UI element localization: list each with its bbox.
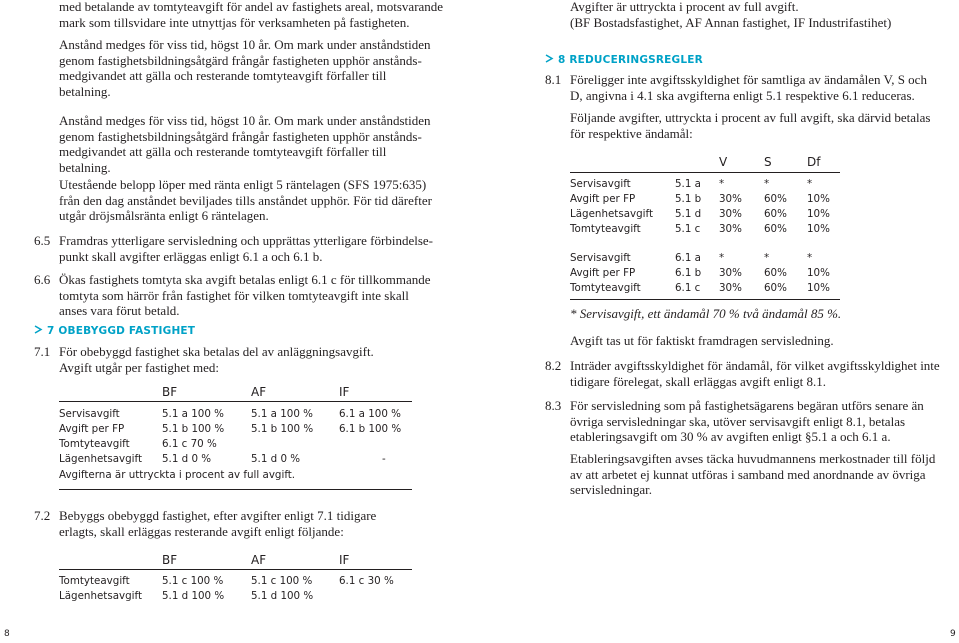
table-cell: 6.1 c 30 %	[339, 575, 394, 587]
table-cell: *	[764, 178, 770, 190]
table-cell: 5.1 a	[675, 178, 701, 190]
section-8-1-detail: Följande avgifter, uttryckta i procent av full avgift, ska därvid betalas för respektive ändamål:	[570, 110, 931, 141]
table-cell: 5.1 d 100 %	[162, 590, 225, 602]
table-cell: 10%	[807, 193, 830, 205]
table-cell: 60%	[764, 223, 787, 235]
row-label: Servisavgift	[570, 178, 631, 190]
column-header: AF	[251, 385, 267, 399]
section-6-5: Framdras ytterligare servisledning och upprättas ytterligare förbindelse- punkt skall avgifter erläggas enligt 6.1 a och 6.1 b.	[59, 233, 433, 264]
table-cell: 10%	[807, 208, 830, 220]
section-number: 7.2	[34, 508, 51, 523]
table-cell: 30%	[719, 193, 742, 205]
column-header: IF	[339, 553, 350, 567]
section-number: 6.5	[34, 233, 51, 248]
column-header: S	[764, 155, 772, 169]
table-rule	[59, 489, 412, 490]
row-label: Servisavgift	[570, 252, 631, 264]
table-cell: 5.1 b 100 %	[251, 423, 314, 435]
column-header: V	[719, 155, 728, 169]
table-cell: 60%	[764, 282, 787, 294]
column-header: Df	[807, 155, 821, 169]
table-rule	[570, 299, 840, 300]
row-label: Tomtyteavgift	[570, 282, 641, 294]
row-label: Tomtyteavgift	[59, 438, 130, 450]
table-cell: 10%	[807, 282, 830, 294]
table-cell: 6.1 b	[675, 267, 702, 279]
page-number: 8	[4, 629, 10, 639]
table-cell: *	[807, 178, 813, 190]
section-number: 6.6	[34, 272, 51, 287]
section-7-2: Bebyggs obebyggd fastighet, efter avgifter enligt 7.1 tidigare erlagts, skall erläggas resterande avgift enligt följande:	[59, 508, 377, 539]
section-8-3: För servisledning som på fastighetsägarens begäran utförs senare än övriga servisledningar ska, utöver servisavgift enligt 8.1, betalas etableringsavgift om 30 % av avgiften enligt §5.1 a och 6.1 a.	[570, 398, 924, 444]
table-cell: 5.1 c 100 %	[251, 575, 313, 587]
row-label: Avgift per FP	[59, 423, 125, 435]
section-8-2: Inträder avgiftsskyldighet för ändamål, för vilket avgiftsskyldighet inte tidigare förelegat, skall erläggas avgift enligt 8.1.	[570, 358, 940, 389]
table-cell: 30%	[719, 267, 742, 279]
row-label: Lägenhetsavgift	[570, 208, 653, 220]
interest-paragraph: Utestående belopp löper med ränta enligt 5 räntelagen (SFS 1975:635) från den dag anståndet beviljades tills anståndet upphör. För tid därefter utgår dröjsmålsränta enligt 6 räntelagen.	[59, 177, 432, 223]
table-note: Avgifterna är uttryckta i procent av full avgift.	[59, 469, 296, 481]
table-cell: 5.1 a 100 %	[162, 408, 224, 420]
table-cell: *	[807, 252, 813, 264]
column-header: IF	[339, 385, 350, 399]
row-label: Tomtyteavgift	[570, 223, 641, 235]
deferral-paragraph-1: Anstånd medges för viss tid, högst 10 år. Om mark under anståndstiden genom fastighetsbildningsåtgärd frångår fastigheten upphör anstånds- medgivandet att gälla och resterande tomtyteavgift förfaller till betalning.	[59, 37, 431, 99]
table-cell: 6.1 a	[675, 252, 701, 264]
table-cell: 5.1 d 0 %	[162, 453, 212, 465]
row-label: Lägenhetsavgift	[59, 590, 142, 602]
table-cell: -	[382, 453, 386, 465]
section-number: 8.2	[545, 358, 562, 373]
row-label: Servisavgift	[59, 408, 120, 420]
section-number: 8.1	[545, 72, 562, 87]
table-cell: *	[719, 178, 725, 190]
row-label: Tomtyteavgift	[59, 575, 130, 587]
section-6-6: Ökas fastighets tomtyta ska avgift betalas enligt 6.1 c för tillkommande tomtyta som härrör från fastighet för vilken tomtyteavgift inte skall anses vara förut betald.	[59, 272, 431, 318]
table-cell: 10%	[807, 223, 830, 235]
table-cell: 5.1 d 100 %	[251, 590, 314, 602]
arrow-icon	[34, 324, 43, 340]
table-cell: 60%	[764, 193, 787, 205]
intro-paragraph: med betalande av tomtyteavgift för andel av fastighets areal, motsvarande mark som tillsvidare inte utnyttjas för verksamheten på fastigheten.	[59, 0, 444, 30]
table-cell: 30%	[719, 282, 742, 294]
page-number: 9	[950, 629, 956, 639]
table-cell: 5.1 d 0 %	[251, 453, 301, 465]
column-header: BF	[162, 553, 178, 567]
row-label: Avgift per FP	[570, 193, 636, 205]
table-cell: *	[764, 252, 770, 264]
section-8-1: Föreligger inte avgiftsskyldighet för samtliga av ändamålen V, S och D, angivna i 4.1 ska avgifterna enligt 5.1 respektive 6.1 reduceras.	[570, 72, 927, 103]
table-rule	[59, 569, 412, 570]
table-cell: 5.1 b	[675, 193, 702, 205]
table-cell: 6.1 c 70 %	[162, 438, 217, 450]
arrow-icon	[545, 53, 554, 69]
heading-section-7: 7 OBEBYGGD FASTIGHET	[34, 324, 195, 340]
table-cell: 6.1 a 100 %	[339, 408, 401, 420]
column-header: AF	[251, 553, 267, 567]
column-header: BF	[162, 385, 178, 399]
table-cell: 5.1 d	[675, 208, 702, 220]
table-cell: 60%	[764, 267, 787, 279]
table-cell: 30%	[719, 208, 742, 220]
table-cell: 10%	[807, 267, 830, 279]
table-cell: 5.1 c 100 %	[162, 575, 224, 587]
table-cell: 60%	[764, 208, 787, 220]
table-rule	[570, 172, 840, 173]
section-number: 8.3	[545, 398, 562, 413]
table-cell: 30%	[719, 223, 742, 235]
table-cell: 5.1 a 100 %	[251, 408, 313, 420]
establishment-fee-paragraph: Etableringsavgiften avses täcka huvudmannens merkostnader till följd av att arbetet ej kunnat utföras i samband med anordnande av övriga servisledningar.	[570, 451, 936, 497]
section-number: 7.1	[34, 344, 51, 359]
heading-section-8: 8 REDUCERINGSREGLER	[545, 53, 703, 69]
table-cell: *	[719, 252, 725, 264]
deferral-paragraph-2: Anstånd medges för viss tid, högst 10 år. Om mark under anståndstiden genom fastighetsbildningsåtgärd frångår fastigheten upphör anstånds- medgivandet att gälla och resterande tomtyteavgift förfaller till betalning.	[59, 113, 431, 175]
row-label: Lägenhetsavgift	[59, 453, 142, 465]
section-7-1: För obebyggd fastighet ska betalas del av anläggningsavgift. Avgift utgår per fastighet med:	[59, 344, 374, 375]
table-cell: 6.1 c	[675, 282, 701, 294]
table-footnote: * Servisavgift, ett ändamål 70 % två ändamål 85 %.	[570, 306, 842, 321]
row-label: Avgift per FP	[570, 267, 636, 279]
actual-service-note: Avgift tas ut för faktiskt framdragen servisledning.	[570, 333, 834, 348]
table-cell: 5.1 c	[675, 223, 701, 235]
intro-paragraph: Avgifter är uttryckta i procent av full avgift. (BF Bostadsfastighet, AF Annan fastighet, IF Industrifastihet)	[570, 0, 892, 30]
table-rule	[59, 401, 412, 402]
table-cell: 5.1 b 100 %	[162, 423, 225, 435]
table-cell: 6.1 b 100 %	[339, 423, 402, 435]
